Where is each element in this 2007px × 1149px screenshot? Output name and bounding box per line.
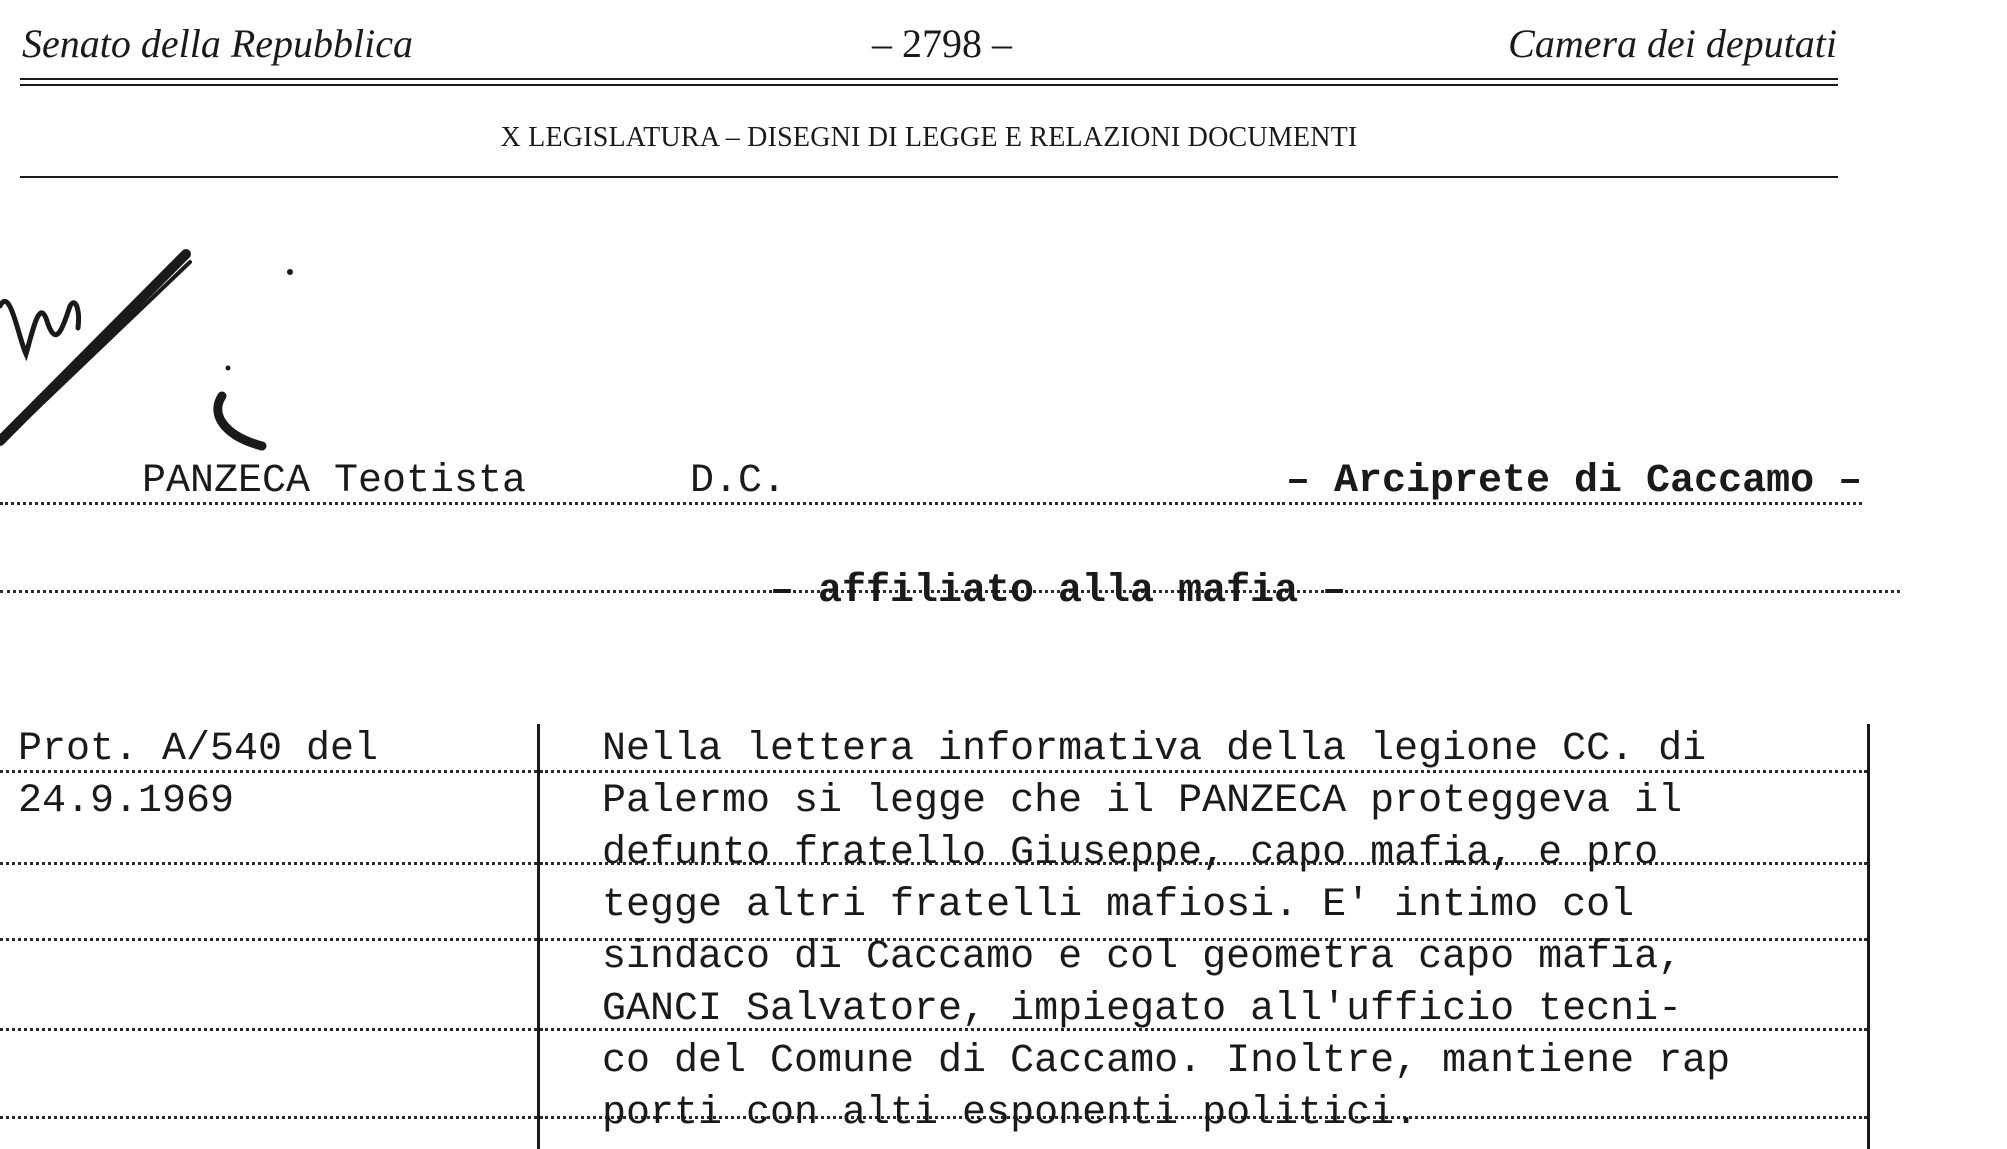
dotted-leader [0,1116,537,1119]
header-senate: Senato della Repubblica [22,21,414,66]
mafia-affiliation-note: – affiliato alla mafia – [770,569,1347,614]
report-text-line: GANCI Salvatore, impiegato all'ufficio tecni- [602,987,1683,1032]
report-text-line: defunto fratello Giuseppe, capo mafia, e pro [602,831,1659,876]
report-text-line: porti con alti esponenti politici. [602,1091,1419,1136]
header-rule-top [20,78,1838,80]
dotted-leader [0,862,537,865]
person-name: PANZECA Teotista [142,459,527,504]
header-chamber: Camera dei deputati [1508,21,1837,66]
column-divider-left [537,724,540,1149]
report-text-line: Palermo si legge che il PANZECA proteggeva il [602,779,1683,824]
page-number: – 2798 – [872,21,1012,66]
dotted-leader [0,1028,537,1031]
report-text-line: Nella lettera informativa della legione CC. di [602,727,1707,772]
protocol-number: Prot. A/540 del [18,727,379,772]
handwritten-signature-mark [0,236,320,466]
protocol-date: 24.9.1969 [18,779,235,824]
dotted-leader [0,938,537,941]
person-role: – Arciprete di Caccamo – [1286,459,1863,504]
party-affiliation: D.C. [690,459,787,504]
report-text-line: co del Comune di Caccamo. Inoltre, mantiene rap [602,1039,1731,1084]
report-text-line: tegge altri fratelli mafiosi. E' intimo col [602,883,1635,928]
report-text-line: sindaco di Caccamo e col geometra capo mafia, [602,935,1683,980]
subheader-rule [20,176,1838,178]
column-divider-right [1867,724,1870,1149]
legislature-subheader: X LEGISLATURA – DISEGNI DI LEGGE E RELAZIONI DOCUMENTI [500,122,1358,153]
header-rule-bottom [20,84,1838,86]
